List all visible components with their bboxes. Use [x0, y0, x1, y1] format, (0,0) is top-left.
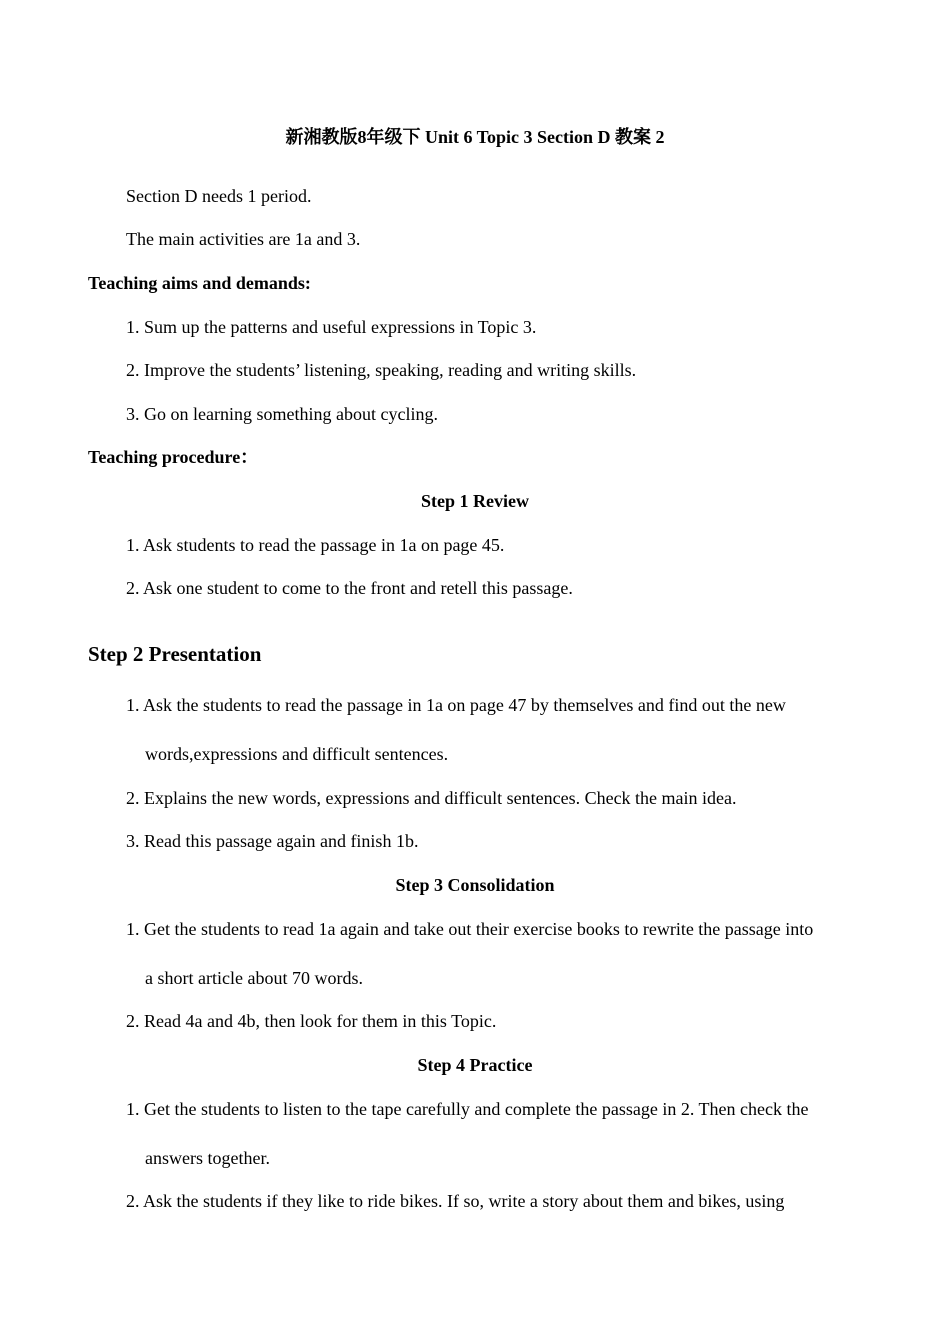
- step2-heading: Step 2 Presentation: [88, 642, 262, 666]
- step2-item1: 1. Ask the students to read the passage in 1a on page 47 by themselves and find out the new: [126, 695, 786, 715]
- step3-item1: 1. Get the students to read 1a again and take out their exercise books to rewrite the passage into: [126, 919, 814, 939]
- intro-period: Section D needs 1 period.: [126, 186, 312, 206]
- step2-item1-continued: words,expressions and difficult sentences.: [145, 744, 449, 764]
- step4-item1-continued: answers together.: [145, 1148, 270, 1168]
- document-title: 新湘教版8年级下 Unit 6 Topic 3 Section D 教案 2: [285, 127, 665, 147]
- step1-item: 2. Ask one student to come to the front and retell this passage.: [126, 578, 573, 598]
- step1-heading: Step 1 Review: [421, 491, 529, 511]
- step3-item2: 2. Read 4a and 4b, then look for them in this Topic.: [126, 1011, 497, 1031]
- aim-item: 2. Improve the students’ listening, speaking, reading and writing skills.: [126, 360, 637, 380]
- step3-heading: Step 3 Consolidation: [395, 875, 555, 895]
- step4-heading: Step 4 Practice: [417, 1055, 533, 1075]
- step1-item: 1. Ask students to read the passage in 1a on page 45.: [126, 535, 505, 555]
- step3-item1-continued: a short article about 70 words.: [145, 968, 363, 988]
- step4-item1: 1. Get the students to listen to the tape carefully and complete the passage in 2. Then check the: [126, 1099, 809, 1119]
- step2-item2: 2. Explains the new words, expressions and difficult sentences. Check the main idea.: [126, 788, 737, 808]
- procedure-heading: Teaching procedure：: [88, 447, 259, 467]
- aims-heading: Teaching aims and demands:: [88, 273, 311, 293]
- aim-item: 1. Sum up the patterns and useful expressions in Topic 3.: [126, 317, 537, 337]
- aim-item: 3. Go on learning something about cycling.: [126, 404, 438, 424]
- intro-activities: The main activities are 1a and 3.: [126, 229, 361, 249]
- step2-item3: 3. Read this passage again and finish 1b.: [126, 831, 419, 851]
- step4-item2: 2. Ask the students if they like to ride bikes. If so, write a story about them and bikes, using: [126, 1191, 785, 1211]
